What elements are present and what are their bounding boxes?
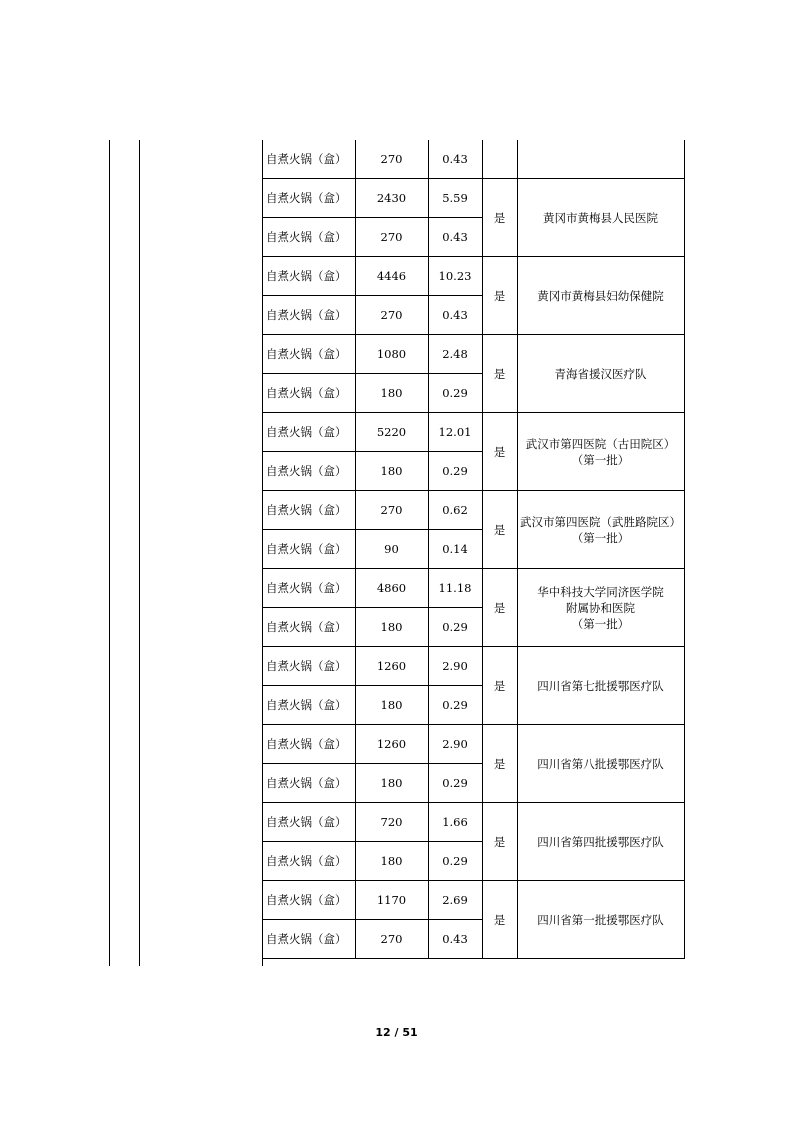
amount-cell: 0.29	[428, 764, 482, 803]
table-row	[262, 569, 684, 608]
amount-cell: 2.90	[428, 647, 482, 686]
unit-cell	[517, 257, 684, 335]
quantity-cell: 270	[355, 920, 428, 959]
unit-cell	[517, 803, 684, 881]
unit-name-line: 四川省第七批援鄂医疗队	[537, 678, 664, 693]
quantity-cell: 1170	[355, 881, 428, 920]
quantity-cell: 180	[355, 374, 428, 413]
amount-cell: 0.29	[428, 686, 482, 725]
table-row	[262, 725, 684, 764]
unit-name-line: 武汉市第四医院（古田院区）	[525, 436, 676, 451]
unit-name-line: 附属协和医院	[566, 600, 635, 615]
item-cell: 自煮火锅（盒）	[262, 647, 355, 686]
amount-cell: 0.14	[428, 530, 482, 569]
item-cell: 自煮火锅（盒）	[262, 257, 355, 296]
flag-cell: 是	[482, 179, 517, 257]
amount-cell: 0.62	[428, 491, 482, 530]
quantity-cell: 720	[355, 803, 428, 842]
table-row	[262, 803, 684, 842]
flag-cell: 是	[482, 413, 517, 491]
item-cell: 自煮火锅（盒）	[262, 491, 355, 530]
amount-cell: 12.01	[428, 413, 482, 452]
table-row	[262, 413, 684, 452]
item-cell: 自煮火锅（盒）	[262, 569, 355, 608]
item-cell: 自煮火锅（盒）	[262, 374, 355, 413]
unit-name-line: 四川省第四批援鄂医疗队	[537, 834, 664, 849]
unit-name-line: 四川省第一批援鄂医疗队	[537, 912, 664, 927]
amount-cell: 0.29	[428, 452, 482, 491]
flag-cell: 是	[482, 725, 517, 803]
table-row	[262, 179, 684, 218]
table-row	[262, 335, 684, 374]
item-cell: 自煮火锅（盒）	[262, 920, 355, 959]
left-border-line-outer	[109, 140, 110, 966]
unit-name-line: （第一批）	[571, 452, 630, 467]
left-border-line-inner	[139, 140, 140, 966]
amount-cell: 0.29	[428, 608, 482, 647]
amount-cell: 11.18	[428, 569, 482, 608]
item-cell: 自煮火锅（盒）	[262, 881, 355, 920]
quantity-cell: 270	[355, 491, 428, 530]
quantity-cell: 2430	[355, 179, 428, 218]
amount-cell: 0.29	[428, 374, 482, 413]
quantity-cell: 270	[355, 296, 428, 335]
unit-name-line: 黄冈市黄梅县妇幼保健院	[537, 288, 664, 303]
donation-table-body	[262, 140, 684, 959]
item-cell: 自煮火锅（盒）	[262, 413, 355, 452]
quantity-cell: 180	[355, 842, 428, 881]
amount-cell: 1.66	[428, 803, 482, 842]
flag-cell: 是	[482, 491, 517, 569]
flag-cell: 是	[482, 647, 517, 725]
unit-cell	[517, 569, 684, 647]
amount-cell: 0.29	[428, 842, 482, 881]
unit-cell	[517, 491, 684, 569]
flag-cell: 是	[482, 881, 517, 959]
amount-cell: 5.59	[428, 179, 482, 218]
unit-cell	[517, 881, 684, 959]
item-cell: 自煮火锅（盒）	[262, 725, 355, 764]
unit-cell	[517, 725, 684, 803]
quantity-cell: 90	[355, 530, 428, 569]
quantity-cell: 270	[355, 218, 428, 257]
flag-cell: 是	[482, 569, 517, 647]
item-cell: 自煮火锅（盒）	[262, 140, 355, 179]
page-number: 12 / 51	[375, 1026, 418, 1039]
item-cell: 自煮火锅（盒）	[262, 179, 355, 218]
quantity-cell: 4860	[355, 569, 428, 608]
amount-cell: 2.69	[428, 881, 482, 920]
unit-cell-empty	[517, 140, 684, 179]
table-row	[262, 491, 684, 530]
amount-cell: 0.43	[428, 296, 482, 335]
flag-cell-empty	[482, 140, 517, 179]
quantity-cell: 180	[355, 686, 428, 725]
unit-name-line: 华中科技大学同济医学院	[537, 584, 664, 599]
flag-cell: 是	[482, 803, 517, 881]
item-cell: 自煮火锅（盒）	[262, 764, 355, 803]
unit-name-line: 青海省援汉医疗队	[554, 366, 647, 381]
unit-cell	[517, 413, 684, 491]
item-cell: 自煮火锅（盒）	[262, 530, 355, 569]
quantity-cell: 180	[355, 764, 428, 803]
item-cell: 自煮火锅（盒）	[262, 296, 355, 335]
item-cell: 自煮火锅（盒）	[262, 218, 355, 257]
donation-table	[262, 140, 685, 959]
item-cell: 自煮火锅（盒）	[262, 335, 355, 374]
table-row	[262, 881, 684, 920]
unit-cell	[517, 179, 684, 257]
table-row	[262, 257, 684, 296]
table-row	[262, 647, 684, 686]
amount-cell: 2.48	[428, 335, 482, 374]
item-cell: 自煮火锅（盒）	[262, 452, 355, 491]
amount-cell: 10.23	[428, 257, 482, 296]
unit-name-line: 四川省第八批援鄂医疗队	[537, 756, 664, 771]
quantity-cell: 5220	[355, 413, 428, 452]
quantity-cell: 1260	[355, 725, 428, 764]
quantity-cell: 4446	[355, 257, 428, 296]
item-cell: 自煮火锅（盒）	[262, 608, 355, 647]
quantity-cell: 180	[355, 452, 428, 491]
item-cell: 自煮火锅（盒）	[262, 842, 355, 881]
amount-cell: 0.43	[428, 218, 482, 257]
unit-cell	[517, 647, 684, 725]
unit-cell	[517, 335, 684, 413]
flag-cell: 是	[482, 335, 517, 413]
quantity-cell: 270	[355, 140, 428, 179]
item-cell: 自煮火锅（盒）	[262, 803, 355, 842]
table-row	[262, 140, 684, 179]
amount-cell: 0.43	[428, 140, 482, 179]
quantity-cell: 1080	[355, 335, 428, 374]
unit-name-line: 黄冈市黄梅县人民医院	[543, 210, 658, 225]
unit-name-line: （第一批）	[571, 530, 630, 545]
item-cell: 自煮火锅（盒）	[262, 686, 355, 725]
quantity-cell: 1260	[355, 647, 428, 686]
amount-cell: 0.43	[428, 920, 482, 959]
amount-cell: 2.90	[428, 725, 482, 764]
quantity-cell: 180	[355, 608, 428, 647]
flag-cell: 是	[482, 257, 517, 335]
unit-name-line: 武汉市第四医院（武胜路院区）	[520, 514, 681, 529]
unit-name-line: （第一批）	[571, 616, 630, 631]
